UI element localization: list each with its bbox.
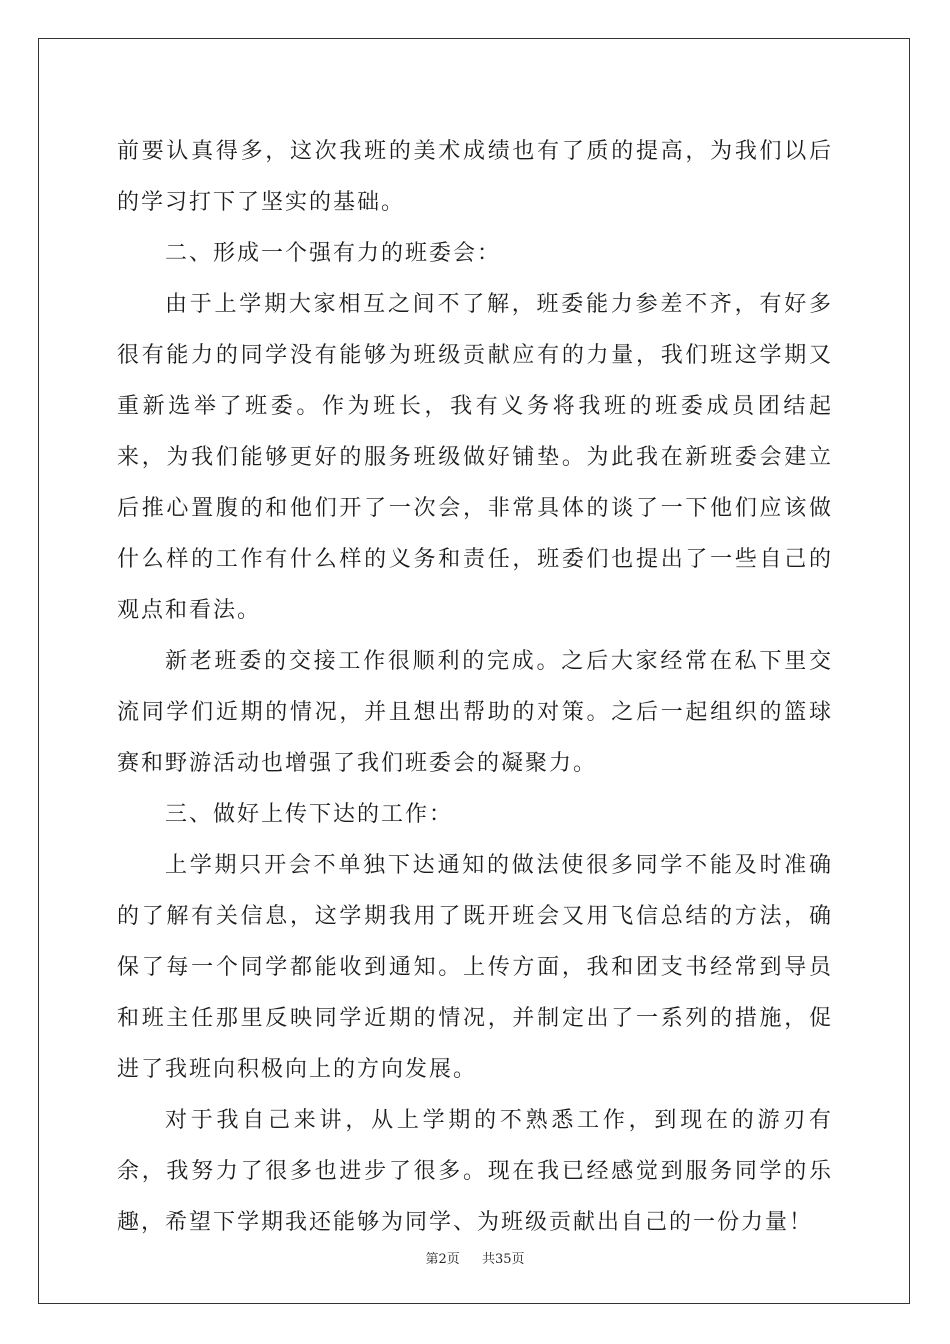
paragraph-committee-reelection: 由于上学期大家相互之间不了解，班委能力参差不齐，有好多很有能力的同学没有能够为班级贡献应有的力量，我们班这学期又重新选举了班委。作为班长，我有义务将我班的班委成员团结起来，为我们能够更好的服务班级做好铺垫。为此我在新班委会建立后推心置腹的和他们开了一次会，非常具体的谈了一下他们应该做什么样的工作有什么样的义务和责任，班委们也提出了一些自己的观点和看法。 [117, 292, 833, 623]
paragraph-personal-summary: 对于我自己来讲，从上学期的不熟悉工作，到现在的游刃有余，我努力了很多也进步了很多。现在我已经感觉到服务同学的乐趣，希望下学期我还能够为同学、为班级贡献出自己的一份力量！ [117, 1108, 833, 1235]
page-footer [0, 1248, 950, 1267]
total-pages: 共35页 [482, 1252, 525, 1267]
section-heading-2: 二、形成一个强有力的班委会： [165, 241, 502, 266]
paragraph-committee-handover: 新老班委的交接工作很顺利的完成。之后大家经常在私下里交流同学们近期的情况，并且想出帮助的对策。之后一起组织的篮球赛和野游活动也增强了我们班委会的凝聚力。 [117, 649, 833, 776]
paragraph-communication: 上学期只开会不单独下达通知的做法使很多同学不能及时准确的了解有关信息，这学期我用了既开班会又用飞信总结的方法，确保了每一个同学都能收到通知。上传方面，我和团支书经常到导员和班主任那里反映同学近期的情况，并制定出了一系列的措施，促进了我班向积极向上的方向发展。 [117, 853, 833, 1082]
paragraph-continuation: 前要认真得多，这次我班的美术成绩也有了质的提高，为我们以后的学习打下了坚实的基础。 [117, 139, 833, 215]
page-number: 第2页 [425, 1252, 460, 1267]
document-body [117, 126, 833, 1248]
section-heading-3: 三、做好上传下达的工作： [165, 802, 454, 827]
